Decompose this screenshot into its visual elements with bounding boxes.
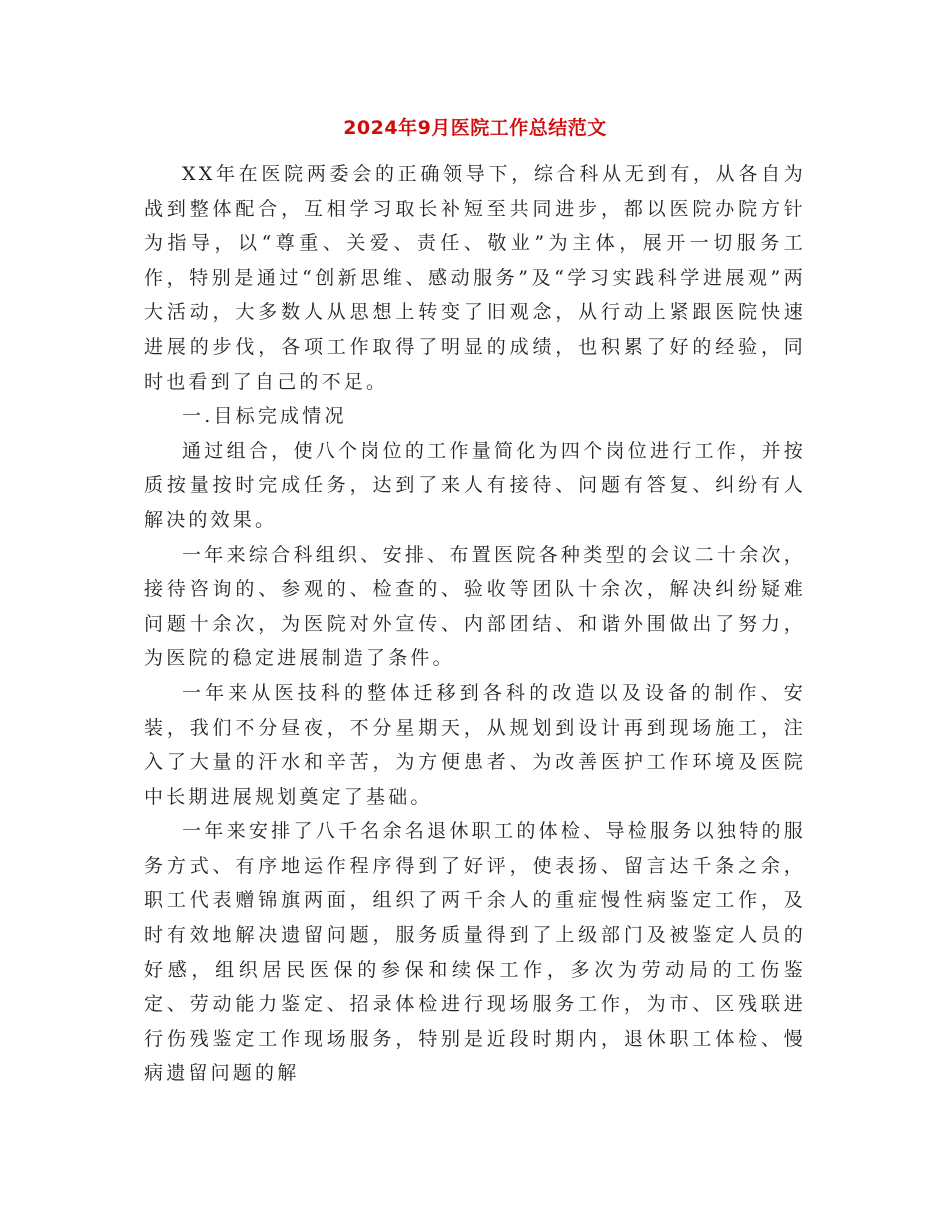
paragraph-intro: XX年在医院两委会的正确领导下，综合科从无到有，从各自为战到整体配合，互相学习取长补短至共同进步，都以医院办院方针为指导，以“尊重、关爱、责任、敬业”为主体，展开一切服务工作，特别是通过“创新思维、感动服务”及“学习实践科学进展观”两大活动，大多数人从思想上转变了旧观念，从行动上紧跟医院快速进展的步伐，各项工作取得了明显的成绩，也积累了好的经验，同时也看到了自己的不足。 bbox=[144, 163, 806, 393]
paragraph-combination: 通过组合，使八个岗位的工作量简化为四个岗位进行工作，并按质按量按时完成任务，达到了来人有接待、问题有答复、纠纷有人解决的效果。 bbox=[144, 439, 806, 531]
section-heading-goals: 一.目标完成情况 bbox=[182, 405, 347, 428]
paragraph-relocation: 一年来从医技科的整体迁移到各科的改造以及设备的制作、安装，我们不分昼夜，不分星期天，从规划到设计再到现场施工，注入了大量的汗水和辛苦，为方便患者、为改善医护工作环境及医院中长期进展规划奠定了基础。 bbox=[144, 681, 806, 808]
document-body bbox=[144, 157, 806, 1091]
paragraph-checkups: 一年来安排了八千名余名退休职工的体检、导检服务以独特的服务方式、有序地运作程序得到了好评，使表扬、留言达千条之余，职工代表赠锦旗两面，组织了两千余人的重症慢性病鉴定工作，及时有效地解决遗留问题，服务质量得到了上级部门及被鉴定人员的好感，组织居民医保的参保和续保工作，多次为劳动局的工伤鉴定、劳动能力鉴定、招录体检进行现场服务工作，为市、区残联进行伤残鉴定工作现场服务，特别是近段时期内，退休职工体检、慢病遗留问题的解 bbox=[144, 820, 806, 1085]
paragraph-meetings: 一年来综合科组织、安排、布置医院各种类型的会议二十余次，接待咨询的、参观的、检查的、验收等团队十余次，解决纠纷疑难问题十余次，为医院对外宣传、内部团结、和谐外围做出了努力，为医院的稳定进展制造了条件。 bbox=[144, 543, 806, 670]
document-title: 2024年9月医院工作总结范文 bbox=[343, 117, 607, 139]
